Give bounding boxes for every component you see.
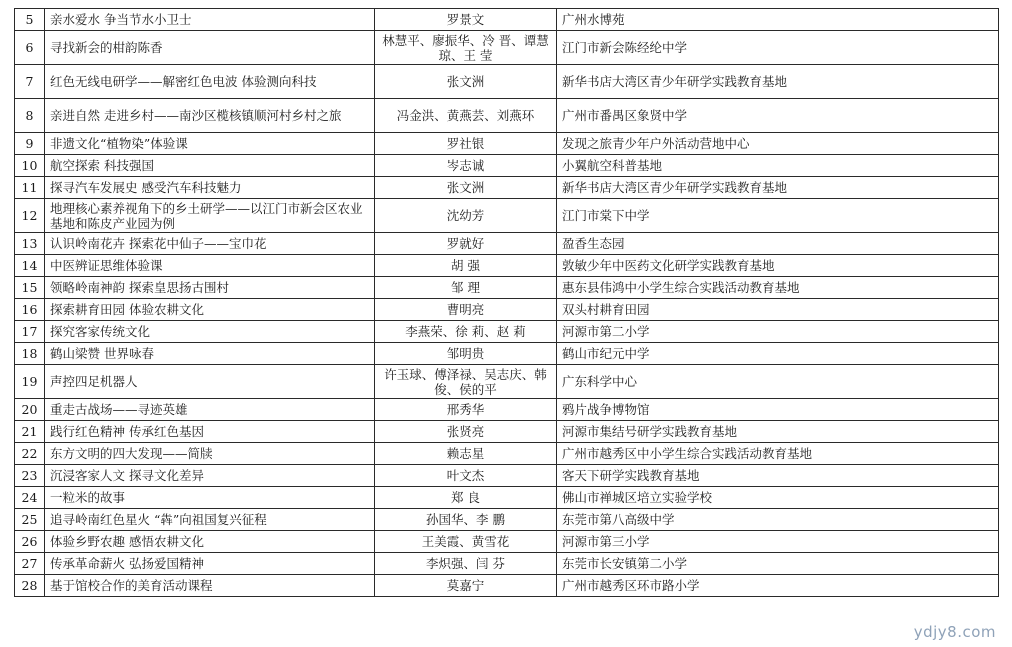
course-title-cell: 红色无线电研学——解密红色电波 体验测向科技 bbox=[45, 65, 375, 99]
course-title-cell: 领略岭南神韵 探索皇思扬古围村 bbox=[45, 277, 375, 299]
table-row bbox=[15, 443, 999, 465]
course-title-cell: 亲进自然 走进乡村——南沙区榄核镇顺河村乡村之旅 bbox=[45, 99, 375, 133]
row-number-cell: 14 bbox=[15, 255, 45, 277]
course-title-cell: 体验乡野农趣 感悟农耕文化 bbox=[45, 531, 375, 553]
organization-cell: 盈香生态园 bbox=[557, 233, 999, 255]
course-title-cell: 非遗文化“植物染”体验课 bbox=[45, 133, 375, 155]
table-row bbox=[15, 177, 999, 199]
instructor-cell: 邢秀华 bbox=[375, 399, 557, 421]
course-title-cell: 中医辨证思维体验课 bbox=[45, 255, 375, 277]
instructor-cell: 邹 理 bbox=[375, 277, 557, 299]
course-title-cell: 寻找新会的柑韵陈香 bbox=[45, 31, 375, 65]
organization-cell: 客天下研学实践教育基地 bbox=[557, 465, 999, 487]
instructor-cell: 赖志星 bbox=[375, 443, 557, 465]
organization-cell: 广州市越秀区中小学生综合实践活动教育基地 bbox=[557, 443, 999, 465]
instructor-cell: 邹明贵 bbox=[375, 343, 557, 365]
site-watermark: ydjy8.com bbox=[913, 623, 996, 641]
table-row bbox=[15, 277, 999, 299]
organization-cell: 敦敏少年中医药文化研学实践教育基地 bbox=[557, 255, 999, 277]
instructor-cell: 李燕荣、徐 莉、赵 莉 bbox=[375, 321, 557, 343]
row-number-cell: 16 bbox=[15, 299, 45, 321]
table-row bbox=[15, 465, 999, 487]
instructor-cell: 李炽强、闫 芬 bbox=[375, 553, 557, 575]
table-row bbox=[15, 199, 999, 233]
course-list-table bbox=[14, 8, 999, 597]
course-title-cell: 认识岭南花卉 探索花中仙子——宝巾花 bbox=[45, 233, 375, 255]
course-title-cell: 探索耕育田园 体验农耕文化 bbox=[45, 299, 375, 321]
course-title-cell: 鹤山梁赞 世界咏春 bbox=[45, 343, 375, 365]
row-number-cell: 18 bbox=[15, 343, 45, 365]
instructor-cell: 郑 良 bbox=[375, 487, 557, 509]
course-title-cell: 地理核心素养视角下的乡土研学——以江门市新会区农业基地和陈皮产业园为例 bbox=[45, 199, 375, 233]
row-number-cell: 28 bbox=[15, 575, 45, 597]
table-row bbox=[15, 343, 999, 365]
organization-cell: 新华书店大湾区青少年研学实践教育基地 bbox=[557, 177, 999, 199]
instructor-cell: 林慧平、廖振华、冷 晋、谭慧琼、王 莹 bbox=[375, 31, 557, 65]
course-title-cell: 亲水爱水 争当节水小卫士 bbox=[45, 9, 375, 31]
row-number-cell: 13 bbox=[15, 233, 45, 255]
table-row bbox=[15, 553, 999, 575]
table-row bbox=[15, 509, 999, 531]
table-row bbox=[15, 365, 999, 399]
instructor-cell: 曹明亮 bbox=[375, 299, 557, 321]
instructor-cell: 胡 强 bbox=[375, 255, 557, 277]
table-row bbox=[15, 487, 999, 509]
organization-cell: 广州水博苑 bbox=[557, 9, 999, 31]
row-number-cell: 6 bbox=[15, 31, 45, 65]
organization-cell: 东莞市第八高级中学 bbox=[557, 509, 999, 531]
row-number-cell: 15 bbox=[15, 277, 45, 299]
table-row bbox=[15, 575, 999, 597]
table-row bbox=[15, 65, 999, 99]
table-row bbox=[15, 255, 999, 277]
organization-cell: 小翼航空科普基地 bbox=[557, 155, 999, 177]
row-number-cell: 27 bbox=[15, 553, 45, 575]
instructor-cell: 孙国华、李 鹏 bbox=[375, 509, 557, 531]
row-number-cell: 20 bbox=[15, 399, 45, 421]
instructor-cell: 许玉球、傅泽禄、吴志庆、韩 俊、侯的平 bbox=[375, 365, 557, 399]
course-title-cell: 航空探索 科技强国 bbox=[45, 155, 375, 177]
row-number-cell: 17 bbox=[15, 321, 45, 343]
table-row bbox=[15, 133, 999, 155]
course-title-cell: 声控四足机器人 bbox=[45, 365, 375, 399]
row-number-cell: 7 bbox=[15, 65, 45, 99]
organization-cell: 广东科学中心 bbox=[557, 365, 999, 399]
course-title-cell: 追寻岭南红色星火 “犇”向祖国复兴征程 bbox=[45, 509, 375, 531]
instructor-cell: 莫嘉宁 bbox=[375, 575, 557, 597]
table-row bbox=[15, 99, 999, 133]
course-title-cell: 探究客家传统文化 bbox=[45, 321, 375, 343]
instructor-cell: 王美霞、黄雪花 bbox=[375, 531, 557, 553]
organization-cell: 江门市棠下中学 bbox=[557, 199, 999, 233]
organization-cell: 河源市集结号研学实践教育基地 bbox=[557, 421, 999, 443]
organization-cell: 双头村耕育田园 bbox=[557, 299, 999, 321]
instructor-cell: 张文洲 bbox=[375, 177, 557, 199]
table-row bbox=[15, 399, 999, 421]
organization-cell: 河源市第二小学 bbox=[557, 321, 999, 343]
organization-cell: 东莞市长安镇第二小学 bbox=[557, 553, 999, 575]
row-number-cell: 9 bbox=[15, 133, 45, 155]
table-row bbox=[15, 9, 999, 31]
table-row bbox=[15, 299, 999, 321]
document-page bbox=[14, 8, 998, 597]
row-number-cell: 19 bbox=[15, 365, 45, 399]
course-title-cell: 践行红色精神 传承红色基因 bbox=[45, 421, 375, 443]
instructor-cell: 冯金洪、黄燕芸、刘燕环 bbox=[375, 99, 557, 133]
organization-cell: 新华书店大湾区青少年研学实践教育基地 bbox=[557, 65, 999, 99]
course-title-cell: 探寻汽车发展史 感受汽车科技魅力 bbox=[45, 177, 375, 199]
table-row bbox=[15, 233, 999, 255]
organization-cell: 鸦片战争博物馆 bbox=[557, 399, 999, 421]
instructor-cell: 沈幼芳 bbox=[375, 199, 557, 233]
table-row bbox=[15, 531, 999, 553]
course-title-cell: 东方文明的四大发现——简牍 bbox=[45, 443, 375, 465]
organization-cell: 广州市越秀区环市路小学 bbox=[557, 575, 999, 597]
instructor-cell: 张贤亮 bbox=[375, 421, 557, 443]
organization-cell: 佛山市禅城区培立实验学校 bbox=[557, 487, 999, 509]
row-number-cell: 8 bbox=[15, 99, 45, 133]
instructor-cell: 罗景文 bbox=[375, 9, 557, 31]
row-number-cell: 12 bbox=[15, 199, 45, 233]
course-title-cell: 基于馆校合作的美育活动课程 bbox=[45, 575, 375, 597]
course-title-cell: 传承革命薪火 弘扬爱国精神 bbox=[45, 553, 375, 575]
organization-cell: 江门市新会陈经纶中学 bbox=[557, 31, 999, 65]
course-title-cell: 重走古战场——寻迹英雄 bbox=[45, 399, 375, 421]
instructor-cell: 罗社银 bbox=[375, 133, 557, 155]
course-title-cell: 一粒米的故事 bbox=[45, 487, 375, 509]
table-row bbox=[15, 31, 999, 65]
row-number-cell: 26 bbox=[15, 531, 45, 553]
row-number-cell: 24 bbox=[15, 487, 45, 509]
organization-cell: 河源市第三小学 bbox=[557, 531, 999, 553]
course-title-cell: 沉浸客家人文 探寻文化差异 bbox=[45, 465, 375, 487]
row-number-cell: 10 bbox=[15, 155, 45, 177]
row-number-cell: 11 bbox=[15, 177, 45, 199]
table-row bbox=[15, 155, 999, 177]
organization-cell: 发现之旅青少年户外活动营地中心 bbox=[557, 133, 999, 155]
row-number-cell: 25 bbox=[15, 509, 45, 531]
row-number-cell: 5 bbox=[15, 9, 45, 31]
row-number-cell: 21 bbox=[15, 421, 45, 443]
instructor-cell: 岑志诚 bbox=[375, 155, 557, 177]
table-row bbox=[15, 421, 999, 443]
row-number-cell: 22 bbox=[15, 443, 45, 465]
row-number-cell: 23 bbox=[15, 465, 45, 487]
organization-cell: 惠东县伟鸿中小学生综合实践活动教育基地 bbox=[557, 277, 999, 299]
instructor-cell: 叶文杰 bbox=[375, 465, 557, 487]
organization-cell: 广州市番禺区象贤中学 bbox=[557, 99, 999, 133]
instructor-cell: 张文洲 bbox=[375, 65, 557, 99]
organization-cell: 鹤山市纪元中学 bbox=[557, 343, 999, 365]
table-row bbox=[15, 321, 999, 343]
instructor-cell: 罗就好 bbox=[375, 233, 557, 255]
